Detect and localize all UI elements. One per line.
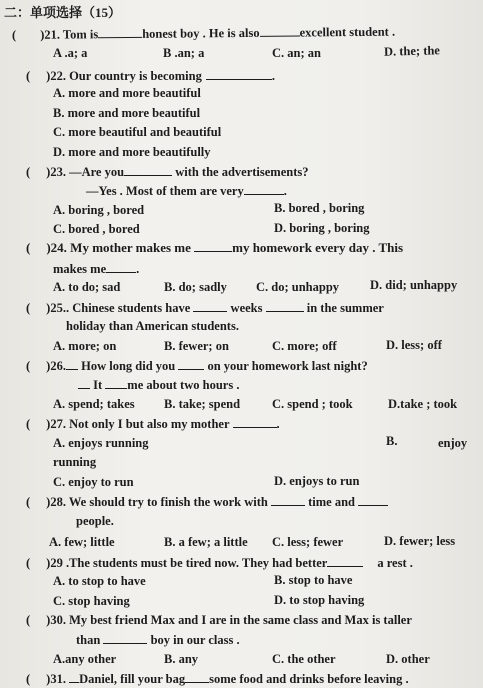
question-27-stem: ( )27. Not only I but also my mother .	[26, 417, 280, 431]
option-a: A. to stop to have	[53, 574, 146, 588]
option-a: A. enjoys running	[53, 436, 149, 450]
question-22-stem: ( )22. Our country is becoming .	[26, 69, 275, 83]
answer-paren: (	[26, 613, 31, 627]
answer-blank	[193, 300, 227, 312]
answer-paren: (	[26, 359, 31, 373]
option-c: C. bored , bored	[53, 222, 140, 236]
answer-blank	[327, 555, 363, 567]
option-b: B. a few; a little	[164, 535, 248, 549]
option-d: D.take ; took	[388, 397, 458, 411]
answer-paren: (	[26, 240, 31, 255]
option-c: C. do; unhappy	[256, 280, 340, 294]
answer-blank	[259, 24, 299, 36]
question-28-stem: ( )28. We should try to finish the work with time and	[26, 494, 388, 510]
option-d: D. the; the	[383, 43, 441, 59]
option-b: B. fewer; on	[164, 339, 229, 353]
option-c: C. more beautiful and beautiful	[53, 125, 222, 139]
option-d: D. fewer; less	[384, 534, 456, 548]
question-30-stem-cont: than boy in our class .	[76, 633, 240, 647]
answer-blank	[69, 671, 79, 683]
option-a: A. few; little	[49, 535, 115, 549]
option-a: A. spend; takes	[53, 397, 135, 411]
answer-blank	[78, 377, 90, 389]
option-d: D. boring , boring	[274, 221, 370, 235]
question-23-response: —Yes . Most of them are very .	[86, 184, 287, 198]
question-23-stem: ( )23. —Are you with the advertisements?	[26, 165, 309, 179]
option-b: B. do; sadly	[164, 280, 227, 294]
option-a: A. more; on	[53, 339, 117, 353]
answer-blank	[206, 68, 272, 80]
answer-blank	[106, 261, 136, 273]
question-24-stem: ( )24. My mother makes me my homework every day . This	[26, 240, 404, 255]
answer-paren: (	[26, 556, 31, 570]
option-a: A .a; a	[53, 46, 88, 60]
answer-blank	[98, 26, 142, 38]
option-c: C. less; fewer	[272, 535, 344, 549]
option-c: C. enjoy to run	[53, 475, 134, 489]
option-d: D. to stop having	[274, 593, 365, 607]
question-25-stem: ( )25.. Chinese students have weeks in the summer	[26, 301, 384, 315]
option-c: C. spend ; took	[272, 397, 353, 411]
option-b: B. more and more beautiful	[53, 106, 201, 120]
option-b: B. any	[164, 652, 199, 666]
answer-blank	[233, 416, 277, 428]
answer-paren: (	[26, 69, 31, 83]
option-d: D. enjoys to run	[274, 474, 360, 488]
option-d: D. did; unhappy	[370, 278, 458, 292]
option-b-text-cont: running	[53, 455, 97, 469]
answer-blank	[178, 358, 204, 370]
option-c: C. stop having	[53, 594, 130, 608]
section-title: 二：单项选择（15）	[4, 5, 122, 20]
option-c: C. the other	[272, 652, 336, 666]
option-a: A.any other	[53, 652, 117, 666]
answer-paren: (	[26, 301, 31, 315]
answer-blank	[244, 183, 284, 195]
answer-blank	[194, 240, 232, 252]
question-26-stem: ( )26. How long did you on your homework last night?	[26, 359, 368, 373]
answer-paren: (	[26, 672, 31, 686]
answer-paren: (	[11, 27, 17, 42]
option-b-text: enjoy	[438, 436, 468, 450]
option-b-letter: B.	[386, 434, 398, 448]
question-25-stem-cont: holiday than American students.	[66, 319, 239, 333]
answer-blank	[271, 494, 305, 506]
question-29-stem: ( )29 .The students must be tired now. They had better a rest .	[26, 556, 413, 570]
answer-blank	[358, 494, 388, 506]
option-a: A. more and more beautiful	[53, 86, 201, 100]
question-30-stem: ( )30. My best friend Max and I are in the same class and Max is taller	[26, 613, 412, 627]
answer-blank	[124, 164, 172, 176]
option-b: B. bored , boring	[274, 201, 365, 215]
question-24-stem-cont: makes me .	[53, 262, 140, 276]
answer-paren: (	[26, 495, 31, 509]
option-b: B. stop to have	[274, 573, 353, 587]
question-28-stem-cont: people.	[76, 514, 114, 528]
question-21-stem: ( )21. Tom is honest boy . He is also excellent student .	[11, 24, 396, 42]
option-a: A. to do; sad	[53, 280, 121, 294]
option-b: B. take; spend	[164, 397, 241, 411]
answer-paren: (	[26, 417, 31, 431]
answer-paren: (	[26, 165, 31, 179]
option-c: C. an; an	[272, 46, 321, 60]
answer-blank	[105, 377, 127, 389]
answer-blank	[185, 671, 209, 683]
question-26-response: It me about two hours .	[78, 377, 239, 393]
option-d: D. more and more beautifully	[53, 145, 211, 159]
answer-blank	[103, 632, 147, 644]
question-31-stem: ( )31. Daniel, fill your bag some food and drinks before leaving .	[26, 672, 409, 686]
answer-blank	[266, 300, 304, 312]
option-d: D. less; off	[386, 338, 442, 352]
option-c: C. more; off	[272, 339, 337, 353]
option-a: A. boring , bored	[53, 203, 145, 217]
answer-blank	[66, 358, 78, 370]
option-b: B .an; a	[163, 46, 205, 60]
option-d: D. other	[386, 652, 430, 666]
